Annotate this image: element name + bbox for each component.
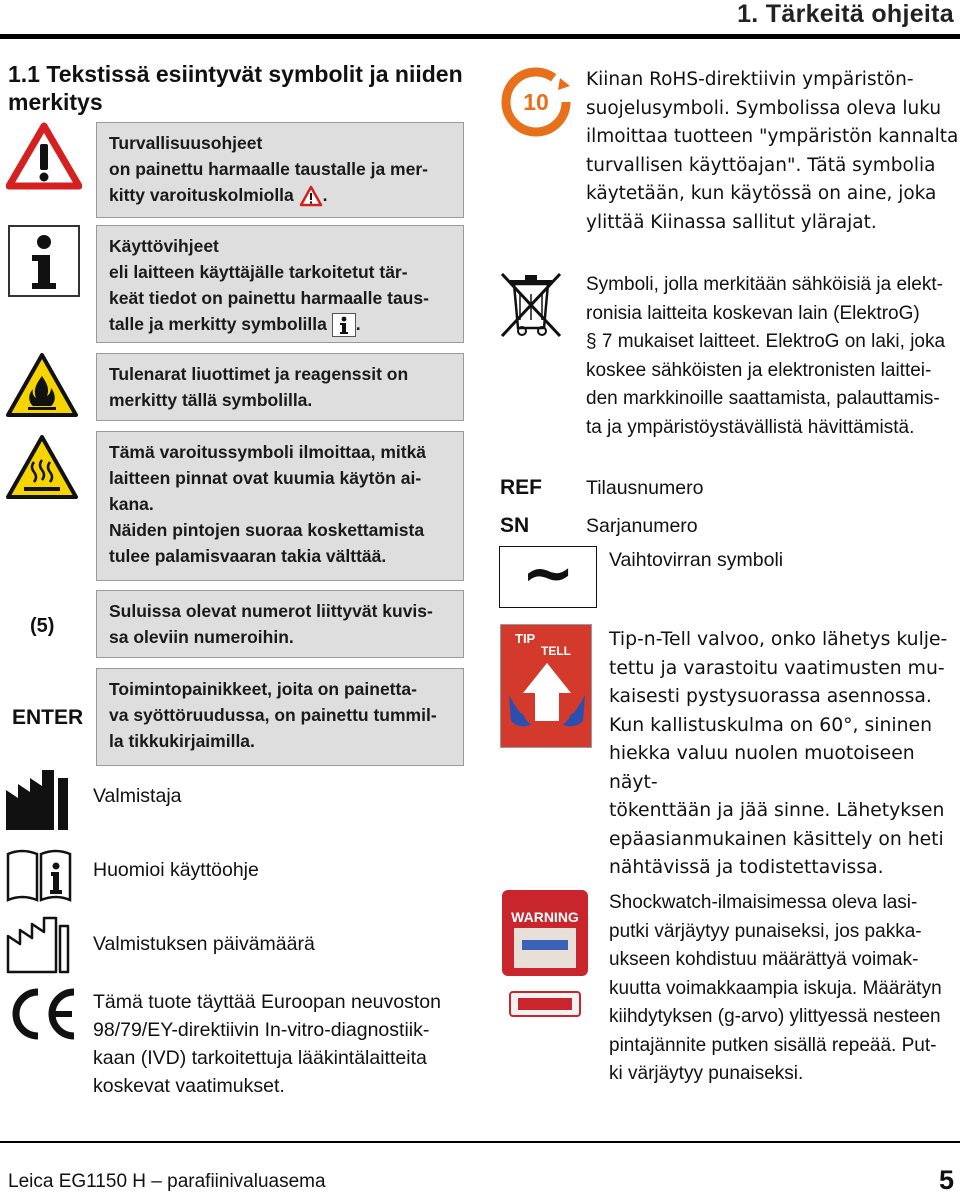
safety-line-2: on painettu harmaalle taustalle ja mer- bbox=[109, 159, 428, 179]
rohs-line-3: ilmoittaa tuotteen "ympäristön kannalta bbox=[586, 126, 959, 147]
safety-line-3a: kitty varoituskolmiolla bbox=[109, 185, 294, 205]
shockwatch-line-1: Shockwatch-ilmaisimessa oleva lasi- bbox=[609, 892, 918, 913]
section-title: 1.1 Tekstissä esiintyvät symbolit ja niiden merkitys bbox=[8, 61, 463, 115]
shockwatch-line-6: pintajännite putken sisällä repeää. Put- bbox=[609, 1034, 937, 1056]
ref-label: REF bbox=[500, 476, 542, 499]
chapter-title: 1. Tärkeitä ohjeita bbox=[737, 0, 954, 28]
ce-line-3: kaan (IVD) tarkoitettuja lääkintälaitteita bbox=[93, 1047, 427, 1069]
hot-surface-note-box bbox=[96, 431, 464, 581]
safety-line-1: Turvallisuusohjeet bbox=[109, 133, 263, 153]
flammable-line-1: Tulenarat liuottimet ja reagenssit on bbox=[109, 364, 409, 384]
shockwatch-description bbox=[609, 889, 942, 1089]
header-rule bbox=[0, 34, 960, 39]
tipntell-graphic bbox=[501, 625, 592, 748]
small-info-icon bbox=[332, 313, 356, 337]
rohs-10-icon bbox=[498, 64, 574, 140]
info-line-4b: . bbox=[355, 314, 361, 334]
weee-line-4: koskee sähköisten ja elektronisten laittei- bbox=[586, 359, 932, 381]
info-line-2: eli laitteen käyttäjälle tarkoitetut tär- bbox=[109, 262, 408, 282]
weee-line-2: ronisia laitteita koskevan lain (ElektroG) bbox=[586, 302, 920, 324]
shockwatch-line-4: kuutta voimakkaampia iskuja. Määrätyn bbox=[609, 977, 942, 999]
shockwatch-line-2: putki värjäytyy punaiseksi, jos pakka- bbox=[609, 920, 922, 942]
rohs-description bbox=[586, 66, 958, 237]
tipntell-line-7: epäasianmukainen käsittely on heti bbox=[609, 828, 944, 850]
keys-line-1: Toimintopainikkeet, joita on painetta- bbox=[109, 679, 417, 699]
ref-text: Tilausnumero bbox=[586, 477, 704, 499]
info-line-3: keät tiedot on painettu harmaalle taus- bbox=[109, 288, 429, 308]
figure-ref-note-box bbox=[96, 590, 464, 658]
rohs-line-4: turvallisen käyttöajan". Tätä symbolia bbox=[586, 154, 936, 176]
tipntell-line-6: tökenttään ja jää sinne. Lähetyksen bbox=[609, 800, 945, 821]
keys-line-3: la tikkukirjaimilla. bbox=[109, 731, 255, 751]
small-warning-triangle-icon bbox=[299, 185, 323, 207]
info-icon bbox=[8, 225, 80, 297]
safety-note-box bbox=[96, 122, 464, 218]
manufacture-date-label: Valmistuksen päivämäärä bbox=[93, 933, 315, 955]
safety-line-3b: . bbox=[322, 185, 328, 205]
tipntell-logo-1: TIP bbox=[515, 631, 536, 646]
instructions-book-icon bbox=[6, 848, 72, 904]
tipntell-line-4: Kun kallistuskulma on 60°, sininen bbox=[609, 714, 932, 736]
safety-line-3 bbox=[109, 182, 451, 208]
sn-text: Sarjanumero bbox=[586, 515, 698, 537]
footer-title: Leica EG1150 H – parafiinivaluasema bbox=[8, 1171, 326, 1192]
tipntell-line-2: tettu ja varastoitu vaatimusten mu- bbox=[609, 657, 945, 679]
tipntell-line-5: hiekka valuu nuolen muotoiseen näyt- bbox=[609, 743, 915, 793]
shockwatch-line-3: ukseen kohdistuu määrättyä voimak- bbox=[609, 949, 919, 970]
ifu-label: Huomioi käyttöohje bbox=[93, 859, 259, 881]
manufacturer-icon bbox=[6, 770, 70, 830]
rohs-badge-text: 10 bbox=[523, 89, 549, 115]
info-line-1: Käyttövihjeet bbox=[109, 236, 219, 256]
tipntell-indicator-image bbox=[500, 624, 592, 748]
rohs-line-1: Kiinan RoHS-direktiivin ympäristön- bbox=[586, 69, 914, 90]
ce-line-1: Tämä tuote täyttää Euroopan neuvoston bbox=[93, 991, 441, 1013]
figure-ref-label: (5) bbox=[30, 615, 55, 637]
manufacturer-label: Valmistaja bbox=[93, 785, 182, 807]
tipntell-description bbox=[609, 626, 960, 883]
weee-line-3: § 7 mukaiset laitteet. ElektroG on laki, joka bbox=[586, 331, 946, 352]
tipntell-logo-2: TELL bbox=[541, 644, 571, 658]
shockwatch-line-5: kiihdytyksen (g-arvo) ylittyessä nesteen bbox=[609, 1006, 941, 1027]
info-line-4 bbox=[109, 311, 451, 337]
ce-line-2: 98/79/EY-direktiivin In-vitro-diagnostiik- bbox=[93, 1019, 430, 1041]
flammable-note-box bbox=[96, 353, 464, 421]
rohs-line-6: ylittää Kiinassa sallitut ylärajat. bbox=[586, 211, 877, 233]
shockwatch-indicator-image bbox=[500, 888, 590, 1020]
sn-label: SN bbox=[500, 514, 530, 537]
rohs-line-5: käytetään, kun käytössä on aine, joka bbox=[586, 183, 937, 204]
weee-description bbox=[586, 271, 945, 442]
footer-rule bbox=[0, 1141, 960, 1143]
ce-description bbox=[93, 988, 441, 1100]
ce-mark-icon bbox=[6, 988, 78, 1040]
weee-line-1: Symboli, jolla merkitään sähköisiä ja elekt- bbox=[586, 274, 943, 295]
ac-symbol-box bbox=[499, 537, 597, 611]
hot-line-4: Näiden pintojen suoraa koskettamista bbox=[109, 520, 425, 540]
hot-surface-icon bbox=[6, 434, 78, 500]
manufacture-date-icon bbox=[6, 916, 70, 974]
ac-symbol-icon: ~ bbox=[521, 537, 575, 611]
flammable-line-2: merkitty tällä symbolilla. bbox=[109, 390, 313, 410]
tipntell-line-1: Tip-n-Tell valvoo, onko lähetys kulje- bbox=[609, 629, 948, 650]
ce-line-4: koskevat vaatimukset. bbox=[93, 1075, 285, 1097]
tipntell-line-8: nähtävissä ja todistettavissa. bbox=[609, 857, 884, 878]
page-number: 5 bbox=[938, 1165, 954, 1195]
hot-line-5: tulee palamisvaaran takia välttää. bbox=[109, 546, 387, 566]
hot-line-3: kana. bbox=[109, 494, 154, 514]
tipntell-line-3: kaisesti pystysuorassa asennossa. bbox=[609, 686, 932, 707]
rohs-line-2: suojelusymboli. Symbolissa oleva luku bbox=[586, 97, 942, 119]
flammable-icon bbox=[6, 352, 78, 418]
shockwatch-line-7: ki värjäytyy punaiseksi. bbox=[609, 1063, 804, 1084]
function-keys-note-box bbox=[96, 668, 464, 766]
info-line-4a: talle ja merkitty symbolilla bbox=[109, 314, 327, 334]
ac-text: Vaihtovirran symboli bbox=[609, 549, 784, 571]
weee-line-5: den markkinoille saattamista, palauttamis- bbox=[586, 388, 940, 409]
warning-triangle-icon bbox=[6, 122, 82, 190]
hot-line-1: Tämä varoitussymboli ilmoittaa, mitkä bbox=[109, 442, 427, 462]
keys-line-2: va syöttöruudussa, on painettu tummil- bbox=[109, 705, 437, 725]
enter-key-label: ENTER bbox=[12, 706, 84, 729]
weee-line-6: ta ja ympäristöystävällistä hävittämistä. bbox=[586, 416, 915, 438]
figref-line-2: sa oleviin numeroihin. bbox=[109, 627, 294, 647]
weee-bin-icon bbox=[498, 270, 564, 340]
figref-line-1: Suluissa olevat numerot liittyvät kuvis- bbox=[109, 601, 433, 621]
hot-line-2: laitteen pinnat ovat kuumia käytön ai- bbox=[109, 468, 422, 488]
info-note-box bbox=[96, 225, 464, 343]
shockwatch-logo-text: WARNING bbox=[511, 909, 579, 925]
